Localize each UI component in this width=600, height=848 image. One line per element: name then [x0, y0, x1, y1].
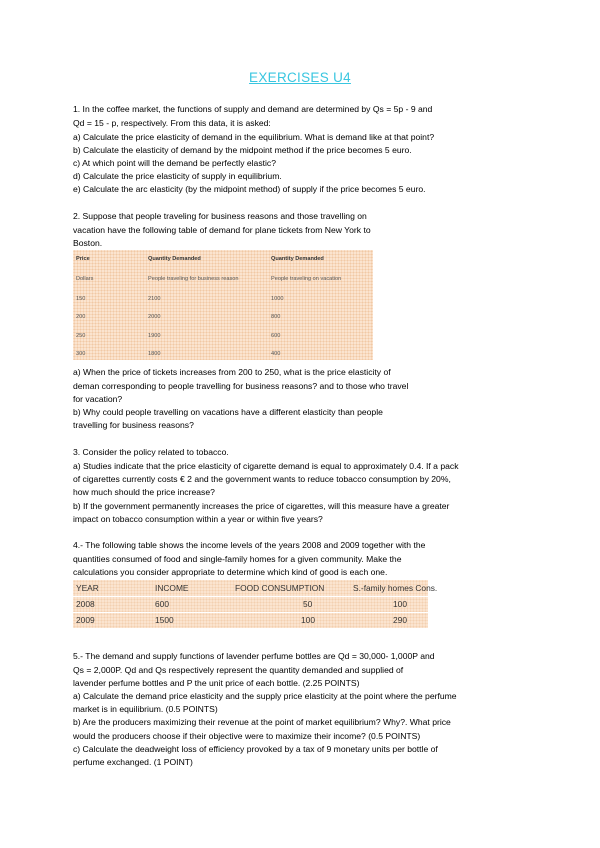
- q5-line: Qs = 2,000P. Qd and Qs respectively represent the quantity demanded and supplied of: [73, 665, 404, 675]
- q1-line: 1. In the coffee market, the functions of supply and demand are determined by Qs = 5p - 9 and: [73, 104, 433, 114]
- q1-line: c) At which point will the demand be perfectly elastic?: [73, 158, 277, 168]
- q3-line: of cigarettes currently costs € 2 and the government wants to reduce tobacco consumption by 20%,: [73, 474, 451, 484]
- q3-line: b) If the government permanently increases the price of cigarettes, will this measure have a greater: [73, 501, 450, 511]
- table-cell: 100: [393, 599, 407, 609]
- table-cell: 1500: [155, 615, 174, 625]
- table-cell: 800: [271, 314, 281, 320]
- table-cell: 2000: [148, 314, 161, 320]
- q2-question-line: travelling for business reasons?: [73, 420, 194, 430]
- table-cell: 250: [76, 333, 86, 339]
- table-cell: 400: [271, 351, 281, 357]
- table-divider: [73, 612, 428, 613]
- q1-line: b) Calculate the elasticity of demand by the midpoint method if the price becomes 5 euro.: [73, 145, 412, 155]
- table-header: YEAR: [76, 583, 99, 593]
- q5-line: 5.- The demand and supply functions of lavender perfume bottles are Qd = 30,000- 1,000P and: [73, 651, 435, 661]
- q5-line: perfume exchanged. (1 POINT): [73, 757, 193, 767]
- q5-line: market is in equilibrium. (0.5 POINTS): [73, 704, 218, 714]
- q1-line: a) Calculate the price elasticity of demand in the equilibrium. What is demand like at that point?: [73, 132, 435, 142]
- table-cell: 1000: [271, 296, 284, 302]
- table-cell: 200: [76, 314, 86, 320]
- q2-question-line: b) Why could people travelling on vacations have a different elasticity than people: [73, 407, 383, 417]
- q4-intro-line: 4.- The following table shows the income levels of the years 2008 and 2009 together with the: [73, 540, 426, 550]
- table-cell: 290: [393, 615, 407, 625]
- q3-line: a) Studies indicate that the price elasticity of cigarette demand is equal to approximately 0.4. If a pack: [73, 461, 459, 471]
- table-cell: 2100: [148, 296, 161, 302]
- table-cell: 2009: [76, 615, 95, 625]
- q1-line: e) Calculate the arc elasticity (by the midpoint method) of supply if the price becomes 5 euro.: [73, 184, 426, 194]
- ticket-demand-table: [73, 250, 373, 360]
- q2-question-line: a) When the price of tickets increases from 200 to 250, what is the price elasticity of: [73, 367, 391, 377]
- page-title: EXERCISES U4: [249, 70, 351, 85]
- table-divider: [73, 596, 428, 597]
- table-subheader: People traveling for business reason: [148, 276, 239, 282]
- table-cell: 2008: [76, 599, 95, 609]
- table-header: Quantity Demanded: [148, 256, 201, 262]
- q5-line: b) Are the producers maximizing their revenue at the point of market equilibrium? Why?. What price: [73, 717, 451, 727]
- q2-question-line: for vacation?: [73, 394, 123, 404]
- q5-line: a) Calculate the demand price elasticity and the supply price elasticity at the point where the perfume: [73, 691, 457, 701]
- table-cell: 600: [155, 599, 169, 609]
- table-cell: 1900: [148, 333, 161, 339]
- table-cell: 150: [76, 296, 86, 302]
- q5-line: c) Calculate the deadweight loss of efficiency provoked by a tax of 9 monetary units per bottle of: [73, 744, 438, 754]
- table-cell: 50: [303, 599, 313, 609]
- table-header: Price: [76, 256, 90, 262]
- q2-intro-line: Boston.: [73, 238, 103, 248]
- q3-line: how much should the price increase?: [73, 487, 215, 497]
- table-header: S.-family homes Cons.: [353, 583, 438, 593]
- q4-intro-line: quantities consumed of food and single-family homes for a given community. Make the: [73, 554, 402, 564]
- q3-line: impact on tobacco consumption within a year or within five years?: [73, 514, 323, 524]
- table-cell: 300: [76, 351, 86, 357]
- q4-intro-line: calculations you consider appropriate to determine which kind of good is each one.: [73, 567, 388, 577]
- table-header: INCOME: [155, 583, 189, 593]
- q1-line: d) Calculate the price elasticity of supply in equilibrium.: [73, 171, 282, 181]
- table-header: Quantity Demanded: [271, 256, 324, 262]
- table-subheader: Dollars: [76, 276, 94, 282]
- q5-line: lavender perfume bottles and P the unit price of each bottle. (2.25 POINTS): [73, 678, 360, 688]
- table-cell: 600: [271, 333, 281, 339]
- q2-intro-line: 2. Suppose that people traveling for business reasons and those travelling on: [73, 211, 367, 221]
- q5-line: would the producers choose if their objective were to maximize their income? (0.5 POINTS): [73, 731, 421, 741]
- table-header: FOOD CONSUMPTION: [235, 583, 325, 593]
- q2-question-line: deman corresponding to people travelling for business reasons? and to those who travel: [73, 381, 409, 391]
- table-cell: 1800: [148, 351, 161, 357]
- q2-intro-line: vacation have the following table of demand for plane tickets from New York to: [73, 225, 371, 235]
- table-cell: 100: [301, 615, 315, 625]
- q1-line: Qd = 15 - p, respectively. From this data, it is asked:: [73, 118, 271, 128]
- income-consumption-table: [73, 580, 438, 628]
- q3-line: 3. Consider the policy related to tobacco.: [73, 447, 229, 457]
- table-subheader: People traveling on vacation: [271, 276, 342, 282]
